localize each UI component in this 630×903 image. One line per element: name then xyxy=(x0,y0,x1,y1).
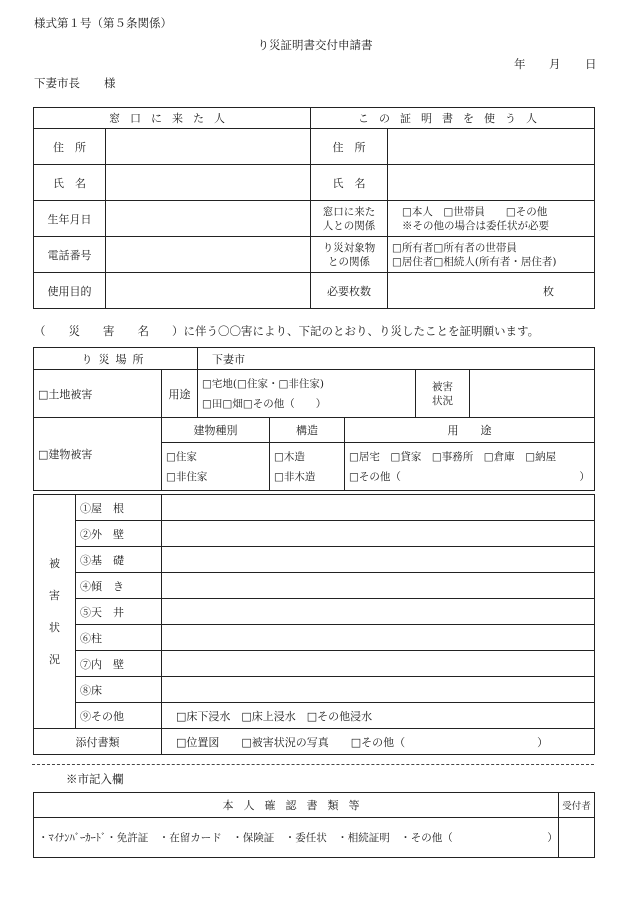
place-label: り災場所 xyxy=(34,348,198,370)
damage-outer-wall-field[interactable] xyxy=(162,521,595,547)
damage-item-outer-wall: ②外 壁 xyxy=(76,521,162,547)
building-type-label: 建物種別 xyxy=(162,418,270,443)
window-address-field[interactable] xyxy=(106,129,311,165)
flood-options[interactable]: □床下浸水 □床上浸水 □その他浸水 xyxy=(162,703,595,729)
window-person-header: 窓口に来た人 xyxy=(34,108,311,129)
address-label-user: 住 所 xyxy=(311,129,388,165)
usage-options[interactable]: □宅地(□住家・□非住家) □田□畑□その他（ ） xyxy=(198,370,416,418)
place-field[interactable]: 下妻市 xyxy=(198,348,595,370)
receiver-stamp-field[interactable] xyxy=(559,818,595,858)
damage-item-ceiling: ⑤天 井 xyxy=(76,599,162,625)
damage-foundation-field[interactable] xyxy=(162,547,595,573)
address-label: 住 所 xyxy=(34,129,106,165)
usage-label: 用途 xyxy=(162,370,198,418)
copies-field[interactable]: 枚 xyxy=(388,273,595,309)
user-address-field[interactable] xyxy=(388,129,595,165)
attachments-label: 添付書類 xyxy=(34,729,162,755)
addressee: 下妻市長 xyxy=(34,76,80,90)
office-table xyxy=(33,792,595,858)
form-title: り災証明書交付申請書 xyxy=(257,38,373,52)
site-table xyxy=(33,347,595,491)
damage-item-floor: ⑧床 xyxy=(76,677,162,703)
use-label: 用 途 xyxy=(345,418,595,443)
damage-table xyxy=(33,494,595,755)
damage-status-field[interactable] xyxy=(470,370,595,418)
damage-floor-field[interactable] xyxy=(162,677,595,703)
relation-label: 窓口に来た 人との関係 xyxy=(311,201,388,237)
purpose-label: 使用目的 xyxy=(34,273,106,309)
name-label: 氏 名 xyxy=(34,165,106,201)
birth-label: 生年月日 xyxy=(34,201,106,237)
building-type-options[interactable]: □住家 □非住家 xyxy=(162,443,270,491)
date-day: 日 xyxy=(585,57,597,71)
structure-options[interactable]: □木造 □非木造 xyxy=(270,443,345,491)
building-damage-check[interactable]: □建物被害 xyxy=(34,418,162,491)
damage-item-other: ⑨その他 xyxy=(76,703,162,729)
damage-item-roof: ①屋 根 xyxy=(76,495,162,521)
id-docs-list[interactable]: ・ﾏｲﾅﾝﾊﾞｰｶｰﾄﾞ・免許証 ・在留カード ・保険証 ・委任状 ・相続証明 ・その他（ ） xyxy=(34,818,559,858)
birth-field[interactable] xyxy=(106,201,311,237)
phone-field[interactable] xyxy=(106,237,311,273)
relation-options[interactable]: □本人 □世帯員 □その他 ※その他の場合は委任状が必要 xyxy=(388,201,595,237)
damage-tilt-field[interactable] xyxy=(162,573,595,599)
cut-line xyxy=(32,764,594,765)
damage-inner-wall-field[interactable] xyxy=(162,651,595,677)
window-name-field[interactable] xyxy=(106,165,311,201)
damage-status-vertical-label: 被 害 状 況 xyxy=(34,495,76,729)
disaster-request-line: （ 災 害 名 ）に伴う〇〇害により、下記のとおり、り災したことを証明願います。 xyxy=(34,324,540,338)
id-docs-header: 本人確認書類等 xyxy=(34,793,559,818)
applicant-table xyxy=(33,107,595,309)
user-person-header: この証明書を使う人 xyxy=(311,108,595,129)
office-use-note: ※市記入欄 xyxy=(66,772,124,786)
damage-item-tilt: ④傾 き xyxy=(76,573,162,599)
damage-item-inner-wall: ⑦内 壁 xyxy=(76,651,162,677)
target-relation-label: り災対象物 との関係 xyxy=(311,237,388,273)
damage-item-pillar: ⑥柱 xyxy=(76,625,162,651)
date-year: 年 xyxy=(514,57,526,71)
damage-roof-field[interactable] xyxy=(162,495,595,521)
use-options[interactable]: □居宅 □貸家 □事務所 □倉庫 □納屋 □その他（ ） xyxy=(345,443,595,491)
target-relation-options[interactable]: □所有者□所有者の世帯員 □居住者□相続人(所有者・居住者) xyxy=(388,237,595,273)
name-label-user: 氏 名 xyxy=(311,165,388,201)
honorific: 様 xyxy=(104,76,116,90)
damage-ceiling-field[interactable] xyxy=(162,599,595,625)
user-name-field[interactable] xyxy=(388,165,595,201)
structure-label: 構造 xyxy=(270,418,345,443)
form-number: 様式第１号（第５条関係） xyxy=(34,16,172,30)
damage-item-foundation: ③基 礎 xyxy=(76,547,162,573)
copies-label: 必要枚数 xyxy=(311,273,388,309)
land-damage-check[interactable]: □土地被害 xyxy=(34,370,162,418)
damage-pillar-field[interactable] xyxy=(162,625,595,651)
receiver-header: 受付者 xyxy=(559,793,595,818)
attachments-options[interactable]: □位置図 □被害状況の写真 □その他（ ） xyxy=(162,729,595,755)
damage-status-label: 被害 状況 xyxy=(416,370,470,418)
purpose-field[interactable] xyxy=(106,273,311,309)
phone-label: 電話番号 xyxy=(34,237,106,273)
date-month: 月 xyxy=(549,57,561,71)
